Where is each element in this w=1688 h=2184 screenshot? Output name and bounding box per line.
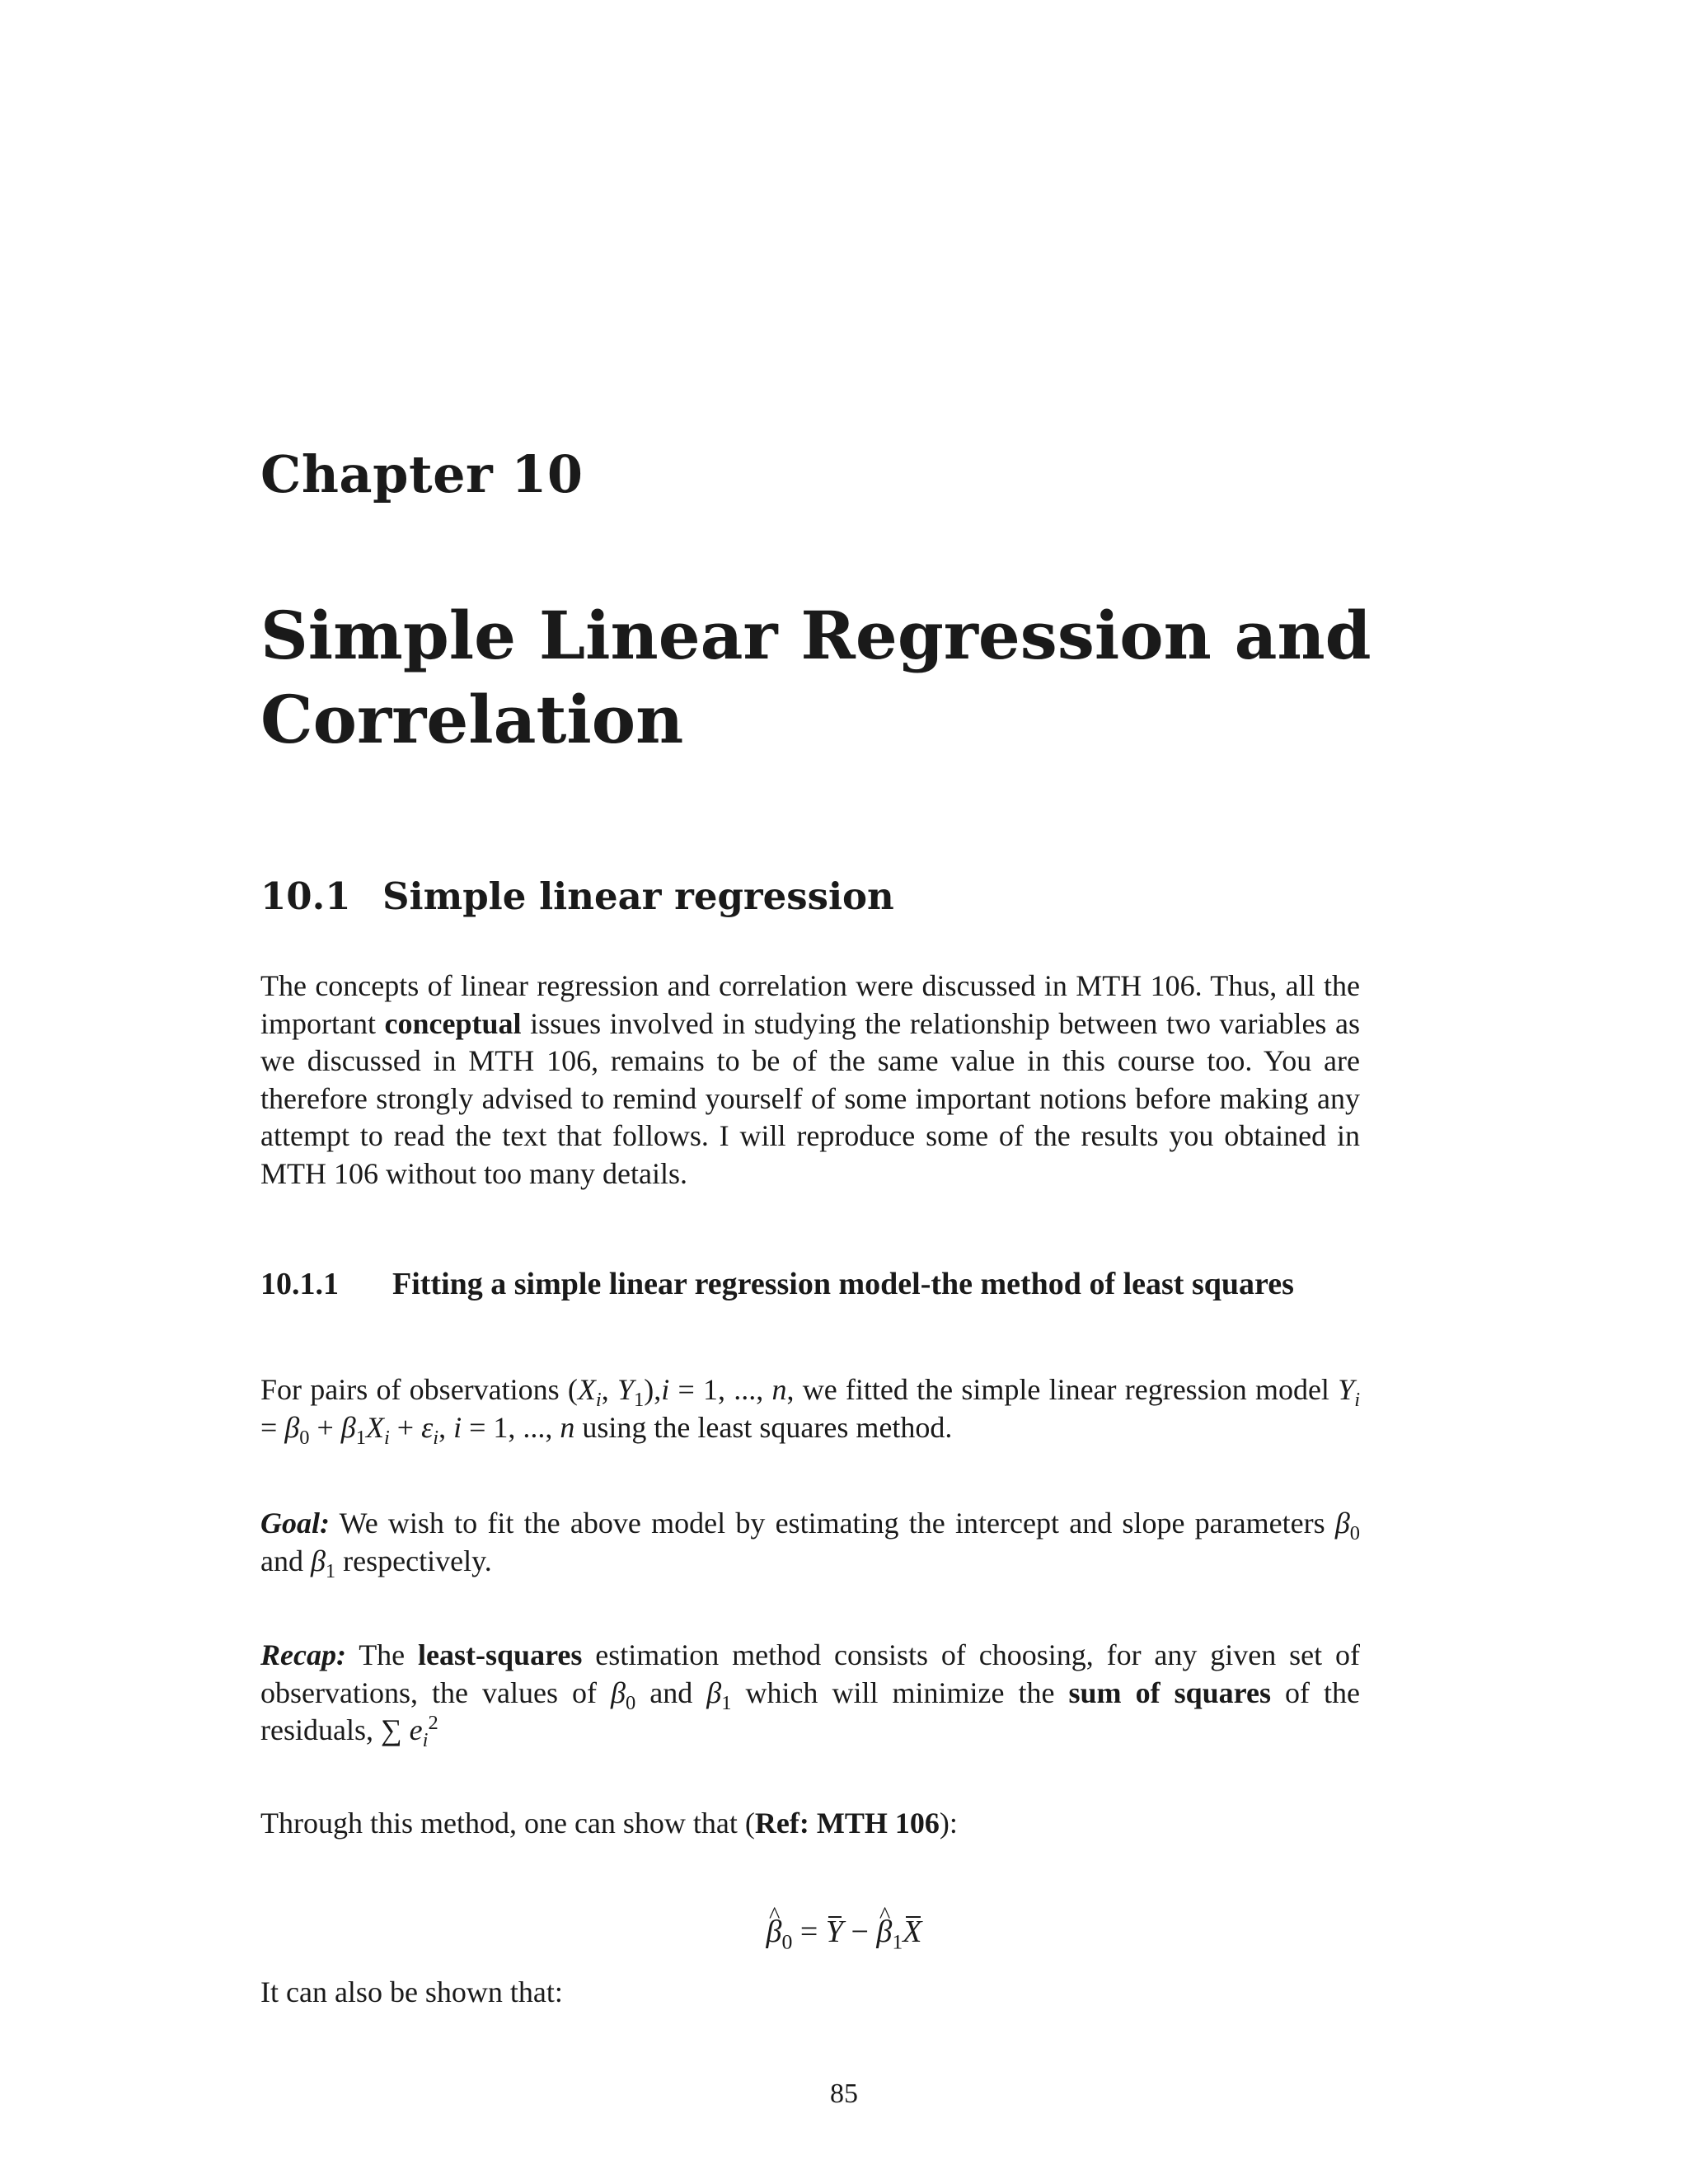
pairs-paragraph [260,1371,1361,1449]
also-paragraph: It can also be shown that: [260,1975,563,2008]
math-beta0: $\beta_0$ [1334,1507,1360,1545]
math-beta1: $\beta_1$ [706,1675,732,1714]
through-bold-ref: Ref: MTH 106 [754,1807,940,1840]
recap-text: The [345,1638,419,1671]
pairs-text: = [260,1410,285,1444]
recap-bold-least-squares: least-squares [418,1638,583,1671]
chapter-title [260,593,1414,762]
recap-text: of the residuals, [260,1675,1360,1746]
pairs-text: = 1, ..., [462,1410,560,1444]
through-paragraph [260,1805,1360,1843]
intro-text-1: The concepts of linear regression and correlation were discussed in MTH 106. Thus, all the important [260,969,1360,1040]
math-n: n [560,1410,575,1444]
chapter-title-line1: Simple Linear Regression and [260,597,1372,674]
section-heading [260,876,894,917]
pairs-text: , [601,1373,617,1406]
math-beta0: $\beta_0$ [284,1410,310,1449]
goal-label: Goal: [260,1507,330,1540]
pairs-text: + [389,1410,422,1444]
subsection-title: Fitting a simple linear regression model-the method of least squares [392,1267,1294,1301]
section-title: Simple linear regression [382,874,894,918]
chapter-title-line2: Correlation [260,681,684,758]
recap-text: which will minimize the [731,1675,1069,1709]
math-epsilon-i: $\varepsilon_i$ [421,1410,439,1449]
goal-text: and [260,1544,311,1577]
pairs-text: + [309,1410,341,1444]
page-number: 85 [830,2079,858,2109]
chapter-label: Chapter 10 [260,444,584,504]
beta0-estimator-formula: ^ $\beta_0 = Y$ − ^ $\beta_1X$ [0,1914,1688,1950]
goal-text: We wish to fit the above model by estimating the intercept and slope parameters [330,1507,1335,1540]
math-beta1xi: $\beta_1X_i$ [340,1410,390,1449]
pairs-text: For pairs of observations ( [260,1373,578,1406]
pairs-text: , [438,1410,454,1444]
recap-text: estimation method consists of choosing, for any given set of observations, the values of [260,1638,1360,1709]
math-beta0: $\beta_0$ [611,1675,636,1714]
pairs-text: using the least squares method. [574,1410,953,1444]
pairs-text: ), [644,1373,662,1406]
recap-bold-sum-of-squares: sum of squares [1068,1675,1271,1709]
recap-label: Recap: [260,1638,346,1671]
math-beta1: $\beta_1$ [310,1544,336,1582]
subsection-heading [260,1264,1360,1304]
through-text: Through this method, one can show that ( [260,1807,755,1840]
math-i: i [453,1410,462,1444]
intro-paragraph [260,968,1360,1193]
goal-text: respectively. [335,1544,492,1577]
math-yi: $Y_i$ [1338,1373,1361,1412]
pairs-text: , we fitted the simple linear regression model [786,1373,1339,1406]
pairs-text: = 1, ..., [669,1373,772,1406]
intro-bold-conceptual: conceptual [384,1006,522,1040]
subsection-number: 10.1.1 [260,1267,339,1301]
recap-text: and [635,1675,707,1709]
recap-paragraph [260,1637,1360,1750]
through-text: ): [939,1807,958,1840]
math-y1: $Y_1$ [617,1373,645,1412]
goal-paragraph [260,1505,1360,1580]
intro-text-2: issues involved in studying the relationship between two variables as we discussed in MTH 106, remains to be of the same value in this course too. You are therefore strongly advised to remind yourself of some important notions before making any attempt to read the text that follows. I will reproduce some of the results you obtained in MTH 106 without too many details. [260,1006,1360,1190]
section-number: 10.1 [260,874,351,918]
math-xi: $X_i$ [577,1373,602,1412]
math-i: i [661,1373,670,1406]
math-sum-e-squared: ∑ $e_i^2$ [380,1712,438,1752]
math-n: n [771,1373,787,1406]
